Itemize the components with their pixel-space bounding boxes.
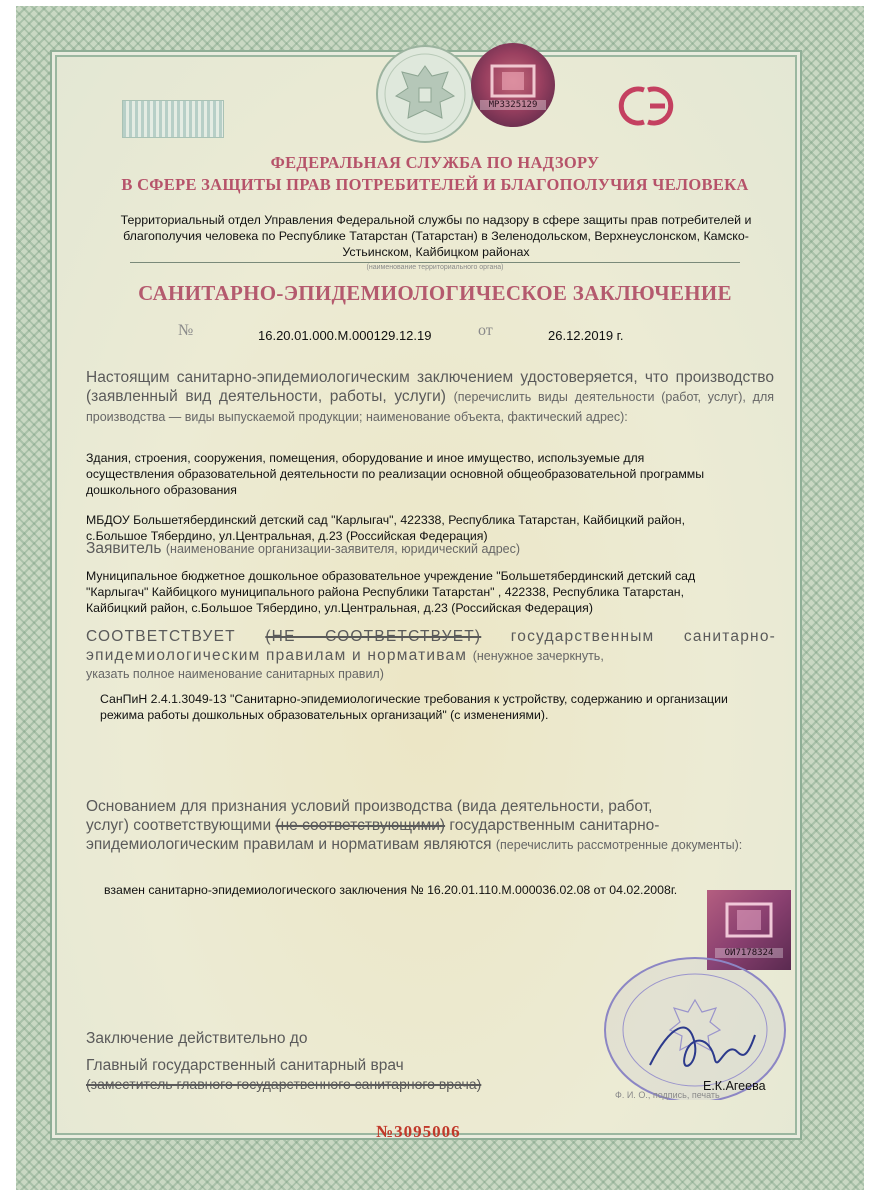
intro-hint: (перечислить виды деятельности (работ, услуг), для производства — виды выпускаемой продукции; наименование объекта, фактический адрес):	[86, 390, 775, 424]
agency-name-line: В СФЕРЕ ЗАЩИТЫ ПРАВ ПОТРЕБИТЕЛЕЙ И БЛАГОПОЛУЧИЯ ЧЕЛОВЕКА	[121, 175, 749, 194]
applicant-heading	[86, 540, 776, 558]
conformity-hint: (ненужное зачеркнуть,	[472, 649, 604, 663]
basis-paragraph	[86, 797, 776, 855]
activity-line: Здания, строения, сооружения, помещения, оборудование и иное имущество, используемые для	[86, 451, 645, 465]
applicant-line: Кайбицкий район, с.Большое Тябердино, ул.Центральная, д.23 (Российская Федерация)	[86, 601, 593, 615]
territorial-body-line: благополучия человека по Республике Татарстан (Татарстан) в Зеленодольском, Верхнеуслонском, Камско-	[123, 229, 749, 243]
basis-hint: (перечислить рассмотренные документы):	[495, 838, 743, 852]
basis-text: услуг) соответствующими	[86, 817, 272, 834]
replacement-note: взамен санитарно-эпидемиологического заключения № 16.20.01.110.М.000036.02.08 от 04.02.2008г.	[104, 883, 678, 897]
certification-mark-logo	[610, 82, 682, 130]
territorial-body-line: Устьинском, Кайбицком районах	[342, 245, 530, 259]
conformity-text: государственным санитарно-	[510, 628, 776, 645]
object-line: МБДОУ Большетябердинский детский сад "Карлыгач", 422338, Республика Татарстан, Кайбицкий район,	[86, 513, 685, 527]
activity-line: осуществления образовательной деятельности по реализации основной общеобразовательной программы	[86, 467, 705, 481]
serial-number: №3095006	[376, 1122, 461, 1141]
conformity-hint-2: указать полное наименование санитарных правил)	[86, 667, 384, 681]
coat-of-arms-emblem	[370, 44, 480, 144]
date-from-label: от	[478, 322, 493, 339]
signature	[640, 1005, 760, 1085]
hologram-sticker	[470, 42, 556, 128]
applicant-line: Муниципальное бюджетное дошкольное образовательное учреждение "Большетябердинский детский сад	[86, 569, 696, 583]
hologram-code: ОИ7178324	[715, 948, 783, 958]
object-line: с.Большое Тябердино, ул.Центральная, д.23 (Российская Федерация)	[86, 529, 488, 543]
applicant-hint: (наименование организации-заявителя, юридический адрес)	[165, 542, 521, 556]
document-title: САНИТАРНО-ЭПИДЕМИОЛОГИЧЕСКОЕ ЗАКЛЮЧЕНИЕ	[138, 281, 732, 305]
micro-pattern-decoration	[122, 100, 224, 138]
applicant-line: "Карлыгач" Кайбицкого муниципального района Республики Татарстан" , 422338, Республика Татарстан,	[86, 585, 685, 599]
agency-name-line: ФЕДЕРАЛЬНАЯ СЛУЖБА ПО НАДЗОРУ	[270, 153, 600, 172]
number-sign: №	[178, 322, 194, 339]
agency-name	[90, 152, 780, 196]
conformity-yes: СООТВЕТСТВУЕТ	[86, 628, 236, 645]
signer-name: Е.К.Агеева	[703, 1079, 766, 1093]
territorial-body-line: Территориальный отдел Управления Федеральной службы по надзору в сфере защиты прав потребителей и	[120, 213, 752, 227]
conformity-statement	[86, 627, 776, 666]
basis-struck: (не соответствующими)	[275, 817, 446, 834]
territorial-body-caption: (наименование территориального органа)	[366, 264, 504, 271]
intro-paragraph	[86, 368, 774, 427]
basis-text: эпидемиологическим правилам и нормативам являются	[86, 836, 492, 853]
document-number: 16.20.01.000.М.000129.12.19	[258, 328, 432, 343]
activity-description	[86, 450, 776, 498]
signer-title: Главный государственный санитарный врач	[86, 1057, 404, 1074]
basis-line: Основанием для признания условий производства (вида деятельности, работ,	[86, 798, 653, 815]
sanitary-rules	[100, 691, 780, 723]
validity-label: Заключение действительно до	[86, 1030, 308, 1047]
divider	[130, 262, 740, 263]
conformity-text: эпидемиологическим правилам и нормативам	[86, 647, 468, 664]
basis-text: государственным санитарно-	[449, 817, 660, 834]
applicant-label: Заявитель	[86, 540, 162, 557]
intro-main-text: Настоящим санитарно-эпидемиологическим заключением удостоверяется, что производство (заявленный вид деятельности, работы, услуги)	[86, 369, 774, 405]
activity-line: дошкольного образования	[86, 483, 237, 497]
sanitary-rules-line: режима работы дошкольных образовательных организаций" (с изменениями).	[100, 708, 549, 722]
signer-deputy-struck: (заместитель главного государственного санитарного врача)	[86, 1076, 482, 1092]
applicant-details	[86, 568, 776, 616]
date-label	[478, 322, 493, 340]
sanitary-rules-line: СанПиН 2.4.1.3049-13 "Санитарно-эпидемиологические требования к устройству, содержанию и организации	[100, 692, 728, 706]
document-number-label	[178, 322, 193, 340]
hologram-code: МР3325129	[480, 100, 546, 110]
conformity-no-struck: (НЕ СООТВЕТСТВУЕТ)	[265, 628, 482, 645]
signature-caption: Ф. И. О., подпись, печать	[615, 1090, 720, 1100]
document-date: 26.12.2019 г.	[548, 328, 624, 343]
territorial-body	[86, 212, 786, 260]
